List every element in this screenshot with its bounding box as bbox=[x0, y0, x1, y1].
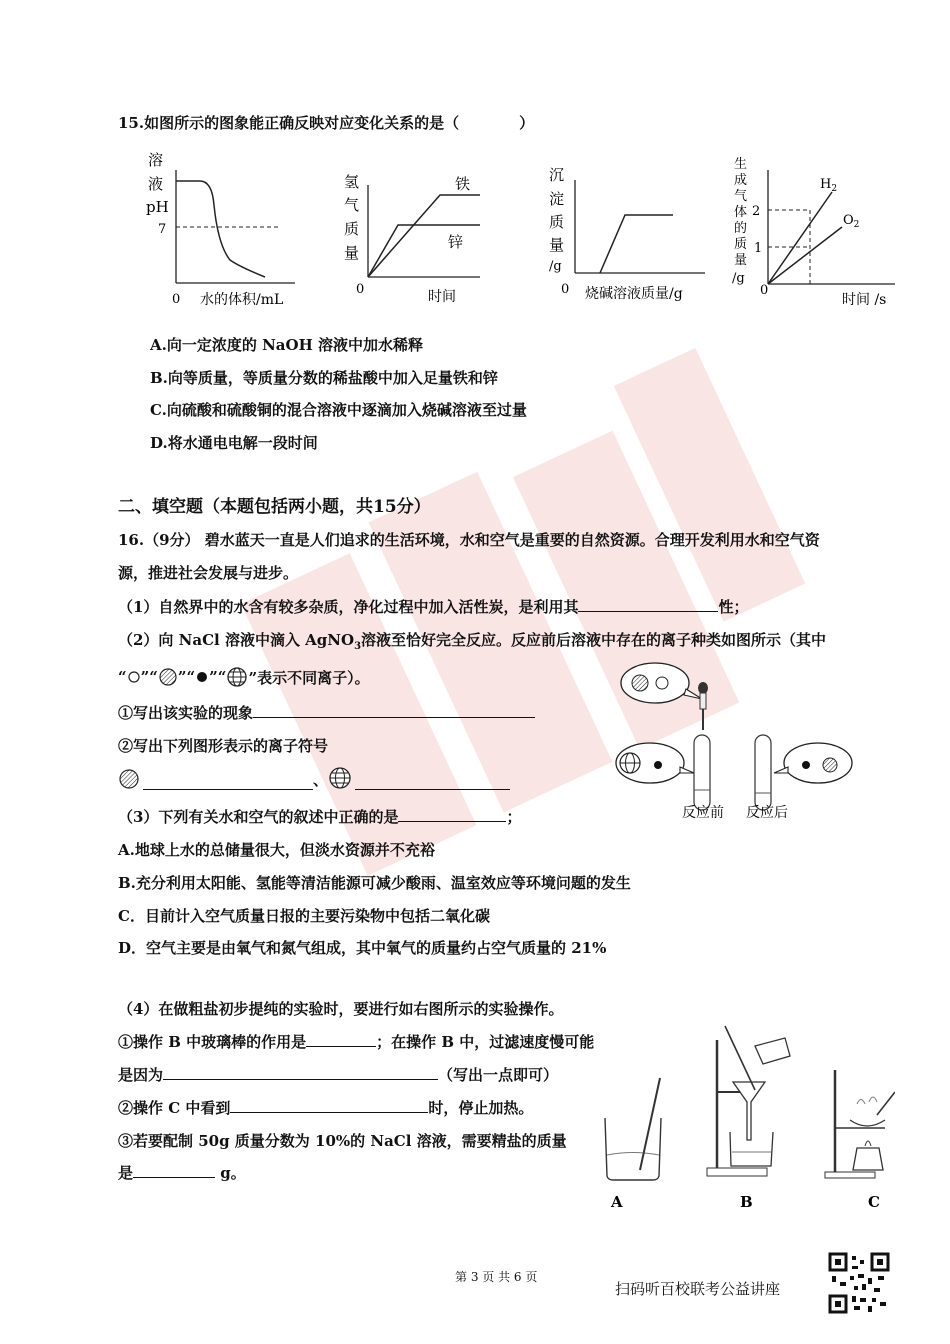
graph-a-ylabel-3: pH bbox=[146, 198, 169, 216]
apparatus-c bbox=[825, 1070, 895, 1178]
q15-option-a: A.向一定浓度的 NaOH 溶液中加水稀释 bbox=[150, 336, 423, 354]
section2-title: 二、填空题（本题包括两小题，共15分） bbox=[118, 497, 431, 517]
q16-part4-q1-cont: 是因为 （写出一点即可） bbox=[118, 1066, 559, 1084]
graph-b-xlabel: 时间 bbox=[428, 289, 456, 305]
q16-part4-q3: ③若要配制 50g 质量分数为 10%的 NaCl 溶液，需要精盐的质量 bbox=[118, 1132, 567, 1150]
apparatus-b bbox=[707, 1026, 790, 1176]
graph-a-tick-7: 7 bbox=[158, 222, 167, 237]
graph-d-tick-2: 2 bbox=[752, 204, 761, 219]
q16-part4-q2: ②操作 C 中看到 时，停止加热。 bbox=[118, 1099, 534, 1117]
q16-part3: （3）下列有关水和空气的叙述中正确的是 ； bbox=[118, 808, 522, 826]
apparatus-label-b: B bbox=[740, 1193, 753, 1211]
graph-c-xlabel: 烧碱溶液质量/g bbox=[585, 286, 683, 302]
graph-d-ylabel-2: 成 bbox=[734, 173, 748, 188]
graph-c-ylabel-4: 量 bbox=[549, 236, 565, 254]
q16-part4-q2-blank[interactable] bbox=[230, 1098, 428, 1113]
q16-part3-blank[interactable] bbox=[398, 807, 506, 822]
graph-b-label-zinc: 锌 bbox=[448, 233, 464, 251]
q16-part2-line1: （2）向 NaCl 溶液中滴入 AgNO$_3$溶液至恰好完全反应。反应前后溶液中存在的离子种类如图所示（其中 bbox=[118, 631, 827, 652]
q16-part4-q3-blank[interactable] bbox=[133, 1163, 215, 1178]
q16-part4-q1-blank2[interactable] bbox=[163, 1065, 438, 1080]
label-after-reaction: 反应后 bbox=[746, 805, 788, 821]
graph-b-ylabel-4: 量 bbox=[344, 244, 360, 262]
ion-globe-icon bbox=[226, 666, 248, 688]
promo-text: 扫码听百校联考公益讲座 bbox=[615, 1280, 781, 1298]
ion-hatched-blank[interactable] bbox=[143, 775, 313, 790]
q16-part2-q1-blank[interactable] bbox=[253, 703, 535, 718]
q16-part4: （4）在做粗盐初步提纯的实验时，要进行如右图所示的实验操作。 bbox=[118, 1000, 564, 1018]
q16-part2-q1: ①写出该实验的现象 bbox=[118, 702, 535, 723]
q15-stem: 15.如图所示的图象能正确反映对应变化关系的是（ ） bbox=[118, 114, 535, 132]
graph-d-ylabel-8: /g bbox=[732, 271, 745, 286]
graph-a-origin: 0 bbox=[172, 292, 181, 307]
q16-part3-option-d: D．空气主要是由氧气和氮气组成，其中氧气的质量约占空气质量的 21% bbox=[118, 939, 607, 957]
graph-d-origin: 0 bbox=[760, 283, 769, 298]
q16-part1-blank[interactable] bbox=[578, 597, 718, 612]
graph-d-ylabel-5: 的 bbox=[734, 221, 748, 236]
graph-d-ylabel-6: 质 bbox=[734, 237, 748, 252]
graph-d bbox=[730, 152, 905, 312]
page-number: 第 3 页 共 6 页 bbox=[455, 1270, 538, 1284]
apparatus-label-c: C bbox=[868, 1193, 880, 1211]
graph-c bbox=[545, 160, 720, 310]
graph-b-ylabel-2: 气 bbox=[344, 196, 360, 214]
q16-part2-q2-answers: 、 bbox=[118, 766, 510, 790]
q16-stem-2: 源，推进社会发展与进步。 bbox=[118, 564, 299, 582]
q15-option-d: D.将水通电电解一段时间 bbox=[150, 434, 318, 452]
q16-part4-q1: ①操作 B 中玻璃棒的作用是 ；在操作 B 中，过滤速度慢可能 bbox=[118, 1033, 595, 1051]
graph-c-ylabel-1: 沉 bbox=[549, 166, 565, 184]
graph-d-tick-1: 1 bbox=[754, 241, 763, 256]
graph-d-h2-label: $H_2$ bbox=[820, 177, 838, 194]
graph-b-ylabel-3: 质 bbox=[344, 220, 360, 238]
q16-stem-1: 16.（9分） 碧水蓝天一直是人们追求的生活环境，水和空气是重要的自然资源。合理开发利用水和空气资 bbox=[118, 531, 820, 549]
q16-part4-q3-cont: 是 g。 bbox=[118, 1164, 246, 1182]
ion-globe-icon bbox=[328, 766, 352, 790]
label-before-reaction: 反应前 bbox=[682, 805, 724, 821]
graph-d-o2-label: $O_2$ bbox=[843, 213, 860, 230]
q16-part3-option-c: C．目前计入空气质量日报的主要污染物中包括二氧化碳 bbox=[118, 907, 490, 925]
graph-c-ylabel-5: /g bbox=[549, 259, 562, 274]
q15-option-b: B.向等质量，等质量分数的稀盐酸中加入足量铁和锌 bbox=[150, 369, 498, 387]
ion-hatched-icon bbox=[158, 667, 178, 687]
q16-part3-option-a: A.地球上水的总储量很大，但淡水资源并不充裕 bbox=[118, 841, 435, 859]
qr-code-icon[interactable] bbox=[828, 1252, 890, 1314]
q16-part1: （1）自然界中的水含有较多杂质，净化过程中加入活性炭，是利用其 性； bbox=[118, 598, 749, 616]
ion-globe-blank[interactable] bbox=[355, 775, 510, 790]
graph-d-xlabel: 时间 /s bbox=[842, 292, 887, 308]
graph-a bbox=[140, 145, 310, 310]
q16-part2-line2: “ ”“ ”“ ”“ ”表示不同离子）。 bbox=[118, 668, 370, 687]
q15-option-c: C.向硫酸和硫酸铜的混合溶液中逐滴加入烧碱溶液至过量 bbox=[150, 401, 527, 419]
ion-hatched-icon bbox=[118, 768, 140, 790]
graph-c-ylabel-3: 质 bbox=[549, 213, 565, 231]
graph-b bbox=[340, 165, 500, 310]
q16-part3-option-b: B.充分利用太阳能、氢能等清洁能源可减少酸雨、温室效应等环境问题的发生 bbox=[118, 874, 631, 892]
graph-a-xlabel: 水的体积/mL bbox=[200, 292, 284, 308]
q16-part4-q1-blank1[interactable] bbox=[306, 1032, 376, 1047]
apparatus-a bbox=[605, 1078, 661, 1180]
graph-c-ylabel-2: 淀 bbox=[549, 190, 565, 208]
ion-black-icon bbox=[195, 670, 209, 684]
graph-b-ylabel-1: 氢 bbox=[344, 173, 360, 191]
graph-d-ylabel-1: 生 bbox=[734, 157, 748, 172]
apparatus-label-a: A bbox=[611, 1193, 623, 1211]
graph-d-ylabel-4: 体 bbox=[734, 205, 748, 220]
graph-c-origin: 0 bbox=[561, 282, 570, 297]
ion-white-icon bbox=[127, 670, 141, 684]
apparatus-figure bbox=[595, 1020, 895, 1215]
graph-d-ylabel-7: 量 bbox=[734, 253, 748, 268]
graph-b-label-iron: 铁 bbox=[455, 175, 471, 193]
graph-a-ylabel-1: 溶 bbox=[148, 151, 164, 169]
q16-part2-q2: ②写出下列图形表示的离子符号 bbox=[118, 737, 329, 755]
reaction-figure bbox=[610, 655, 855, 825]
graph-b-origin: 0 bbox=[356, 282, 365, 297]
graph-a-ylabel-2: 液 bbox=[148, 175, 164, 193]
graph-d-ylabel-3: 气 bbox=[734, 189, 748, 204]
